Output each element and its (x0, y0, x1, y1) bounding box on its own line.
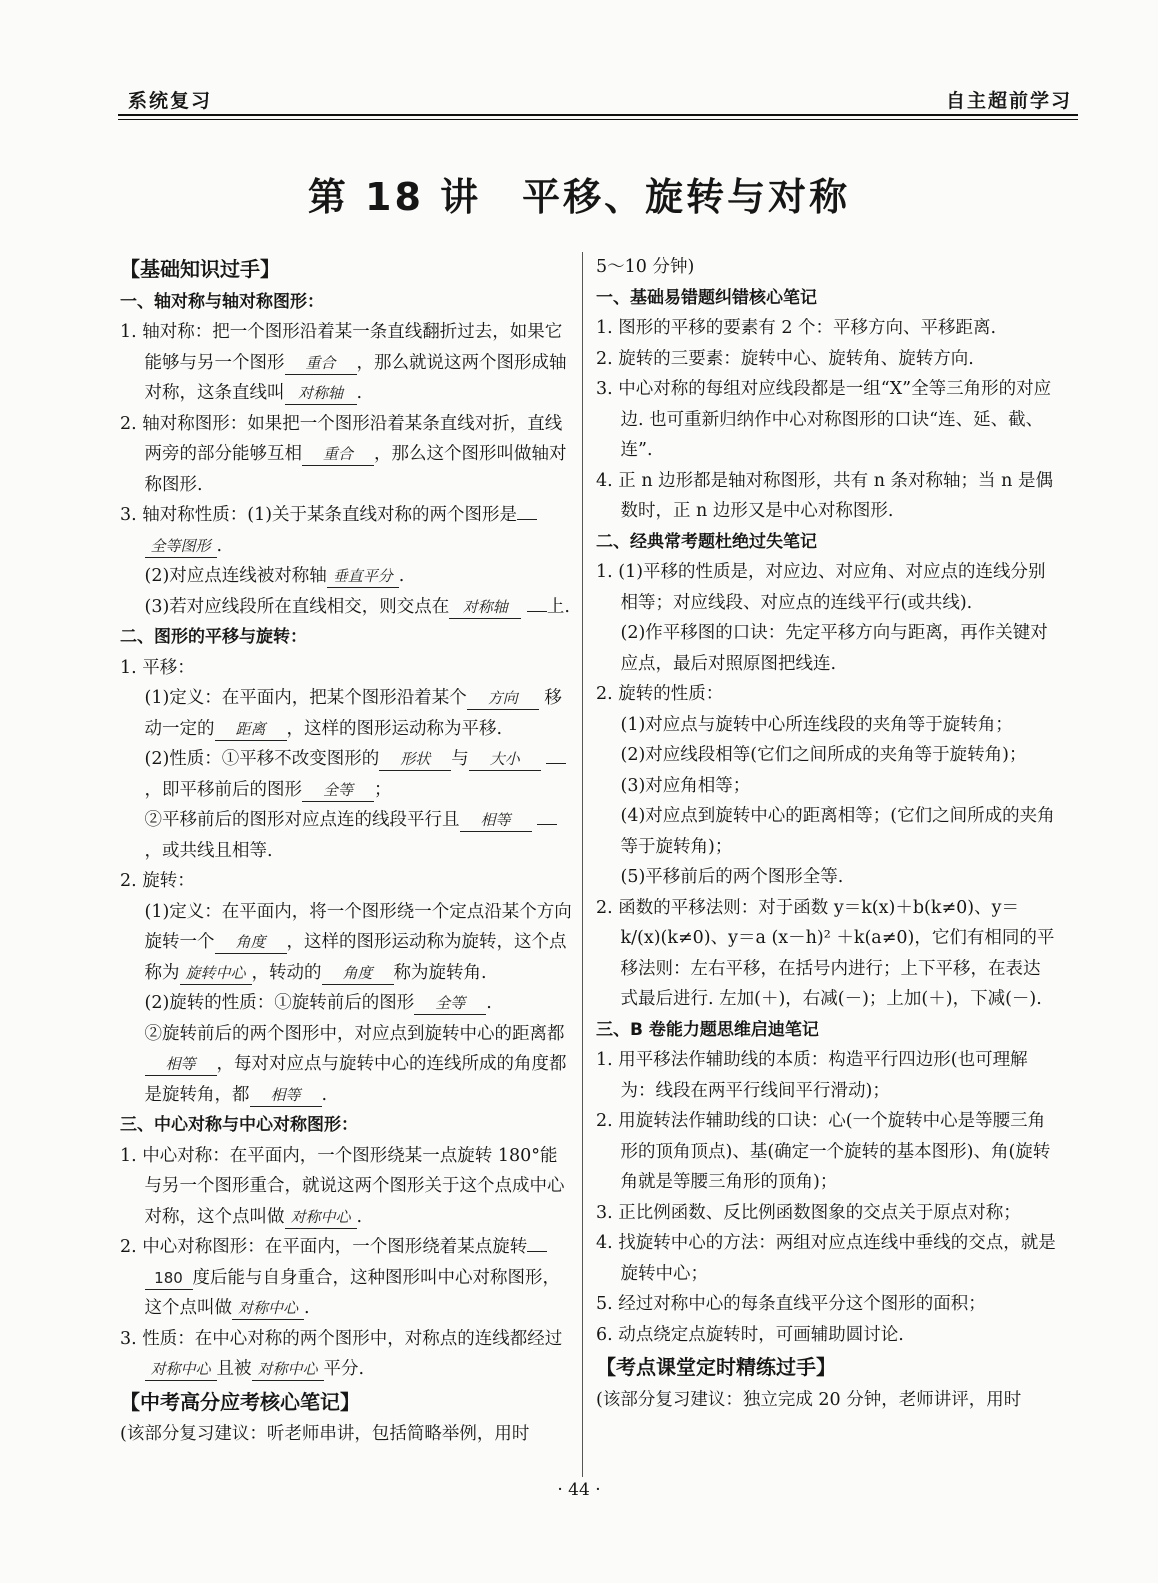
text: 平分. (323, 1359, 365, 1379)
advice-continuation: 5～10 分钟) (596, 257, 695, 277)
text: ，每对对应点与旋转中心的连线所成的角度都是旋转角，都 (144, 1054, 567, 1105)
text: ，那么这个图形叫做轴对称图形. (144, 444, 567, 495)
heading-common-questions: 二、经典常考题杜绝过失笔记 (596, 531, 817, 552)
answer-blank: 大小 (469, 748, 541, 771)
item-translation-definition (120, 683, 572, 744)
text: 2. 中心对称图形：在平面内，一个图形绕着某点旋转 (120, 1237, 528, 1257)
text: ②平移前后的图形对应点连的线段平行且 (144, 810, 460, 830)
text: (2)对应点连线被对称轴 (144, 566, 327, 586)
answer-blank: 对称中心 (232, 1297, 304, 1320)
text: 度后能与自身重合，这种图形叫中心对称图形，这个点叫做 (144, 1267, 560, 1318)
text: (2)旋转的性质：①旋转前后的图形 (144, 993, 415, 1013)
note-item: 5. 经过对称中心的每条直线平分这个图形的面积； (596, 1294, 986, 1314)
text: 2. 函数的平移法则：对于函数 y＝k(x)＋b(k≠0)、y＝ (596, 897, 1019, 918)
answer-blank: 角度 (322, 962, 394, 985)
header-left: 系统复习 (128, 90, 213, 112)
blank-line (527, 611, 547, 612)
item-translation: 1. 平移： (120, 657, 195, 678)
answer-blank: 对称轴 (285, 382, 357, 405)
text: ，即平移前后的图形 (144, 779, 302, 800)
note-item: 3. 正比例函数、反比例函数图象的交点关于原点对称； (596, 1202, 1021, 1223)
text: ②旋转前后的两个图形中，对应点到旋转中心的距离都 (144, 1023, 565, 1044)
note-item: (4)对应点到旋转中心的距离相等；(它们之间所成的夹角等于旋转角)； (620, 806, 1055, 857)
answer-blank: 180 (145, 1267, 193, 1290)
note-item: 1. 用平移法作辅助线的本质：构造平行四边形(也可理解为：线段在两平行线间平行滑动)； (596, 1050, 1028, 1101)
header-right: 自主超前学习 (945, 90, 1072, 112)
item-central-symmetry-properties (120, 1324, 572, 1385)
item-central-symmetric-figure: 2. 中心对称图形：在平面内，一个图形绕着某点旋转 180 度后能与自身重合，这种图形叫中心对称图形，这个点叫做 对称中心 . (120, 1237, 560, 1318)
heading-central-symmetry: 三、中心对称与中心对称图形： (120, 1115, 358, 1135)
note-item: (5)平移前后的两个图形全等. (620, 867, 844, 887)
note-item: 1. 图形的平移的要素有 2 个：平移方向、平移距离. (596, 318, 997, 338)
answer-blank: 全等图形 (145, 535, 217, 558)
item-axis-prop-2: (2)对应点连线被对称轴 垂直平分 . (144, 566, 405, 586)
answer-blank: 相等 (145, 1053, 217, 1076)
note-item: 4. 找旋转中心的方法：两组对应点连线中垂线的交点，就是旋转中心； (596, 1233, 1056, 1284)
right-column (596, 252, 1056, 1415)
text: 移动一定的 (144, 688, 562, 739)
answer-blank: 角度 (215, 931, 287, 954)
item-rotation: 2. 旋转： (120, 871, 195, 891)
answer-blank: 距离 (215, 718, 287, 741)
blank-line (517, 519, 537, 520)
heading-error-notes: 一、基础易错题纠错核心笔记 (596, 287, 817, 308)
item-translation-properties: (2)性质：①平移不改变图形的 形状 与 大小 ，即平移前后的图形 全等 ； (120, 744, 572, 805)
text: (1)定义：在平面内，将一个图形绕一个定点沿某个方向旋转一个 (144, 901, 572, 952)
answer-blank: 重合 (302, 443, 374, 466)
item-axis-symmetry-properties: 3. 轴对称性质：(1)关于某条直线对称的两个图形是 全等图形 . (120, 500, 572, 561)
answer-blank: 重合 (285, 352, 357, 375)
answer-blank: 对称轴 (449, 596, 521, 619)
note-item: 3. 中心对称的每组对应线段都是一组“X”全等三角形的对应边. 也可重新归纳作中心对称图形的口诀“连、延、截、连”. (596, 379, 1052, 460)
text: 3. 性质：在中心对称的两个图形中，对称点的连线都经过 (120, 1328, 563, 1349)
heading-b-paper: 三、B 卷能力题思维启迪笔记 (596, 1019, 819, 1040)
answer-blank: 旋转中心 (180, 962, 252, 985)
header-rule (118, 114, 1078, 116)
text: 且被 (216, 1359, 252, 1379)
note-item: 4. 正 n 边形都是轴对称图形，共有 n 条对称轴；当 n 是偶数时，正 n 边形又是中心对称图形. (596, 470, 1053, 521)
text: (2)性质：①平移不改变图形的 (144, 749, 380, 769)
text: k/(x)(k≠0)、y＝a (x－h)² ＋k(a≠0)，它们有相同的平移法则：左右平移，在括号内进行；上下平移，在表达式最后进行. 左加(＋)，右减(－)；上加(＋)，下减(－). (620, 928, 1055, 1009)
section-exam-notes: 【中考高分应考核心笔记】 (120, 1389, 360, 1414)
text: 上. (546, 596, 570, 617)
answer-blank: 对称中心 (145, 1358, 217, 1381)
page-number: · 44 · (557, 1480, 601, 1500)
text: 1. 中心对称：在平面内，一个图形绕某一点旋转 180°能与另一个图形重合，就说这两个图形关于这个点成中心对称，这个点叫做 (120, 1145, 565, 1227)
section-basic-knowledge: 【基础知识过手】 (120, 257, 280, 281)
practice-advice: (该部分复习建议：独立完成 20 分钟，老师讲评，用时 (596, 1389, 1022, 1410)
section-classroom-practice: 【考点课堂定时精练过手】 (596, 1355, 836, 1379)
note-item-function-translation (596, 893, 1056, 1015)
blank-line (546, 763, 566, 764)
note-item: 2. 旋转的三要素：旋转中心、旋转角、旋转方向. (596, 348, 974, 369)
text: (1)定义：在平面内，把某个图形沿着某个 (144, 688, 467, 708)
text: ，这样的图形运动称为旋转，这个点称为 (144, 932, 567, 983)
blank-line (537, 824, 557, 825)
item-axis-prop-3 (120, 592, 572, 623)
page-title: 第 18 讲 平移、旋转与对称 (307, 175, 851, 219)
column-divider (582, 252, 583, 1477)
header-rule-thin (118, 119, 1078, 120)
note-item: (2)对应线段相等(它们之间所成的夹角等于旋转角)； (620, 745, 1027, 765)
answer-blank: 相等 (460, 809, 532, 832)
text: ，那么就说这两个图形成轴对称，这条直线叫 (144, 352, 567, 403)
text: 与 (451, 749, 469, 769)
answer-blank: 全等 (302, 779, 374, 802)
item-rotation-definition (120, 897, 572, 989)
left-column (120, 252, 572, 1450)
blank-line (527, 1251, 547, 1252)
heading-translation-rotation: 二、图形的平移与旋转： (120, 627, 307, 647)
answer-blank: 全等 (414, 992, 486, 1015)
item-translation-properties-2 (120, 805, 572, 866)
text: ，转动的 (251, 962, 322, 983)
item-rotation-properties-2: ②旋转前后的两个图形中，对应点到旋转中心的距离都相等 ，每对对应点与旋转中心的连线所成的角度都是旋转角，都 相等 . (144, 1023, 567, 1105)
note-item: 6. 动点绕定点旋转时，可画辅助圆讨论. (596, 1324, 904, 1345)
note-item: 2. 用旋转法作辅助线的口诀：心(一个旋转中心是等腰三角形的顶角顶点)、基(确定一个旋转的基本图形)、角(旋转角就是等腰三角形的顶角)； (596, 1111, 1051, 1192)
answer-blank: 垂直平分 (327, 565, 399, 588)
answer-blank: 对称中心 (252, 1358, 324, 1381)
text: 3. 轴对称性质：(1)关于某条直线对称的两个图形是 (120, 505, 518, 525)
answer-blank: 对称中心 (285, 1206, 357, 1229)
exam-notes-advice: (该部分复习建议：听老师串讲，包括简略举例，用时 (120, 1424, 530, 1444)
item-central-symmetry: 1. 中心对称：在平面内，一个图形绕某一点旋转 180°能与另一个图形重合，就说这两个图形关于这个点成中心对称，这个点叫做 对称中心 . (120, 1145, 565, 1227)
item-axis-symmetry: 1. 轴对称：把一个图形沿着某一条直线翻折过去，如果它能够与另一个图形 重合 ，那么就说这两个图形成轴对称，这条直线叫 对称轴 . (120, 322, 567, 403)
note-item: (2)作平移图的口诀：先定平移方向与距离，再作关键对应点，最后对照原图把线连. (620, 623, 1048, 674)
item-rotation-properties: (2)旋转的性质：①旋转前后的图形 全等 . (144, 993, 492, 1013)
answer-blank: 相等 (250, 1084, 322, 1107)
note-item: (1)对应点与旋转中心所连线段的夹角等于旋转角； (620, 714, 1013, 735)
heading-axis-symmetry: 一、轴对称与轴对称图形： (120, 291, 324, 312)
text: ，这样的图形运动称为平移. (286, 718, 503, 739)
note-item: (3)对应角相等； (620, 775, 751, 796)
text: ，或共线且相等. (144, 840, 273, 861)
note-item: 1. (1)平移的性质是，对应边、对应角、对应点的连线分别相等；对应线段、对应点的连线平行(或共线). (596, 562, 1046, 613)
answer-blank: 形状 (379, 748, 451, 771)
text: 称为旋转角. (393, 962, 487, 983)
text: 1. 轴对称：把一个图形沿着某一条直线翻折过去，如果它能够与另一个图形 (120, 322, 563, 373)
item-axis-symmetric-figure (120, 409, 572, 501)
note-item: 2. 旋转的性质： (596, 684, 724, 704)
answer-blank: 方向 (467, 687, 539, 710)
text: (3)若对应线段所在直线相交，则交点在 (144, 596, 450, 617)
text: 2. 轴对称图形：如果把一个图形沿着某条直线对折，直线两旁的部分能够互相 (120, 413, 563, 464)
